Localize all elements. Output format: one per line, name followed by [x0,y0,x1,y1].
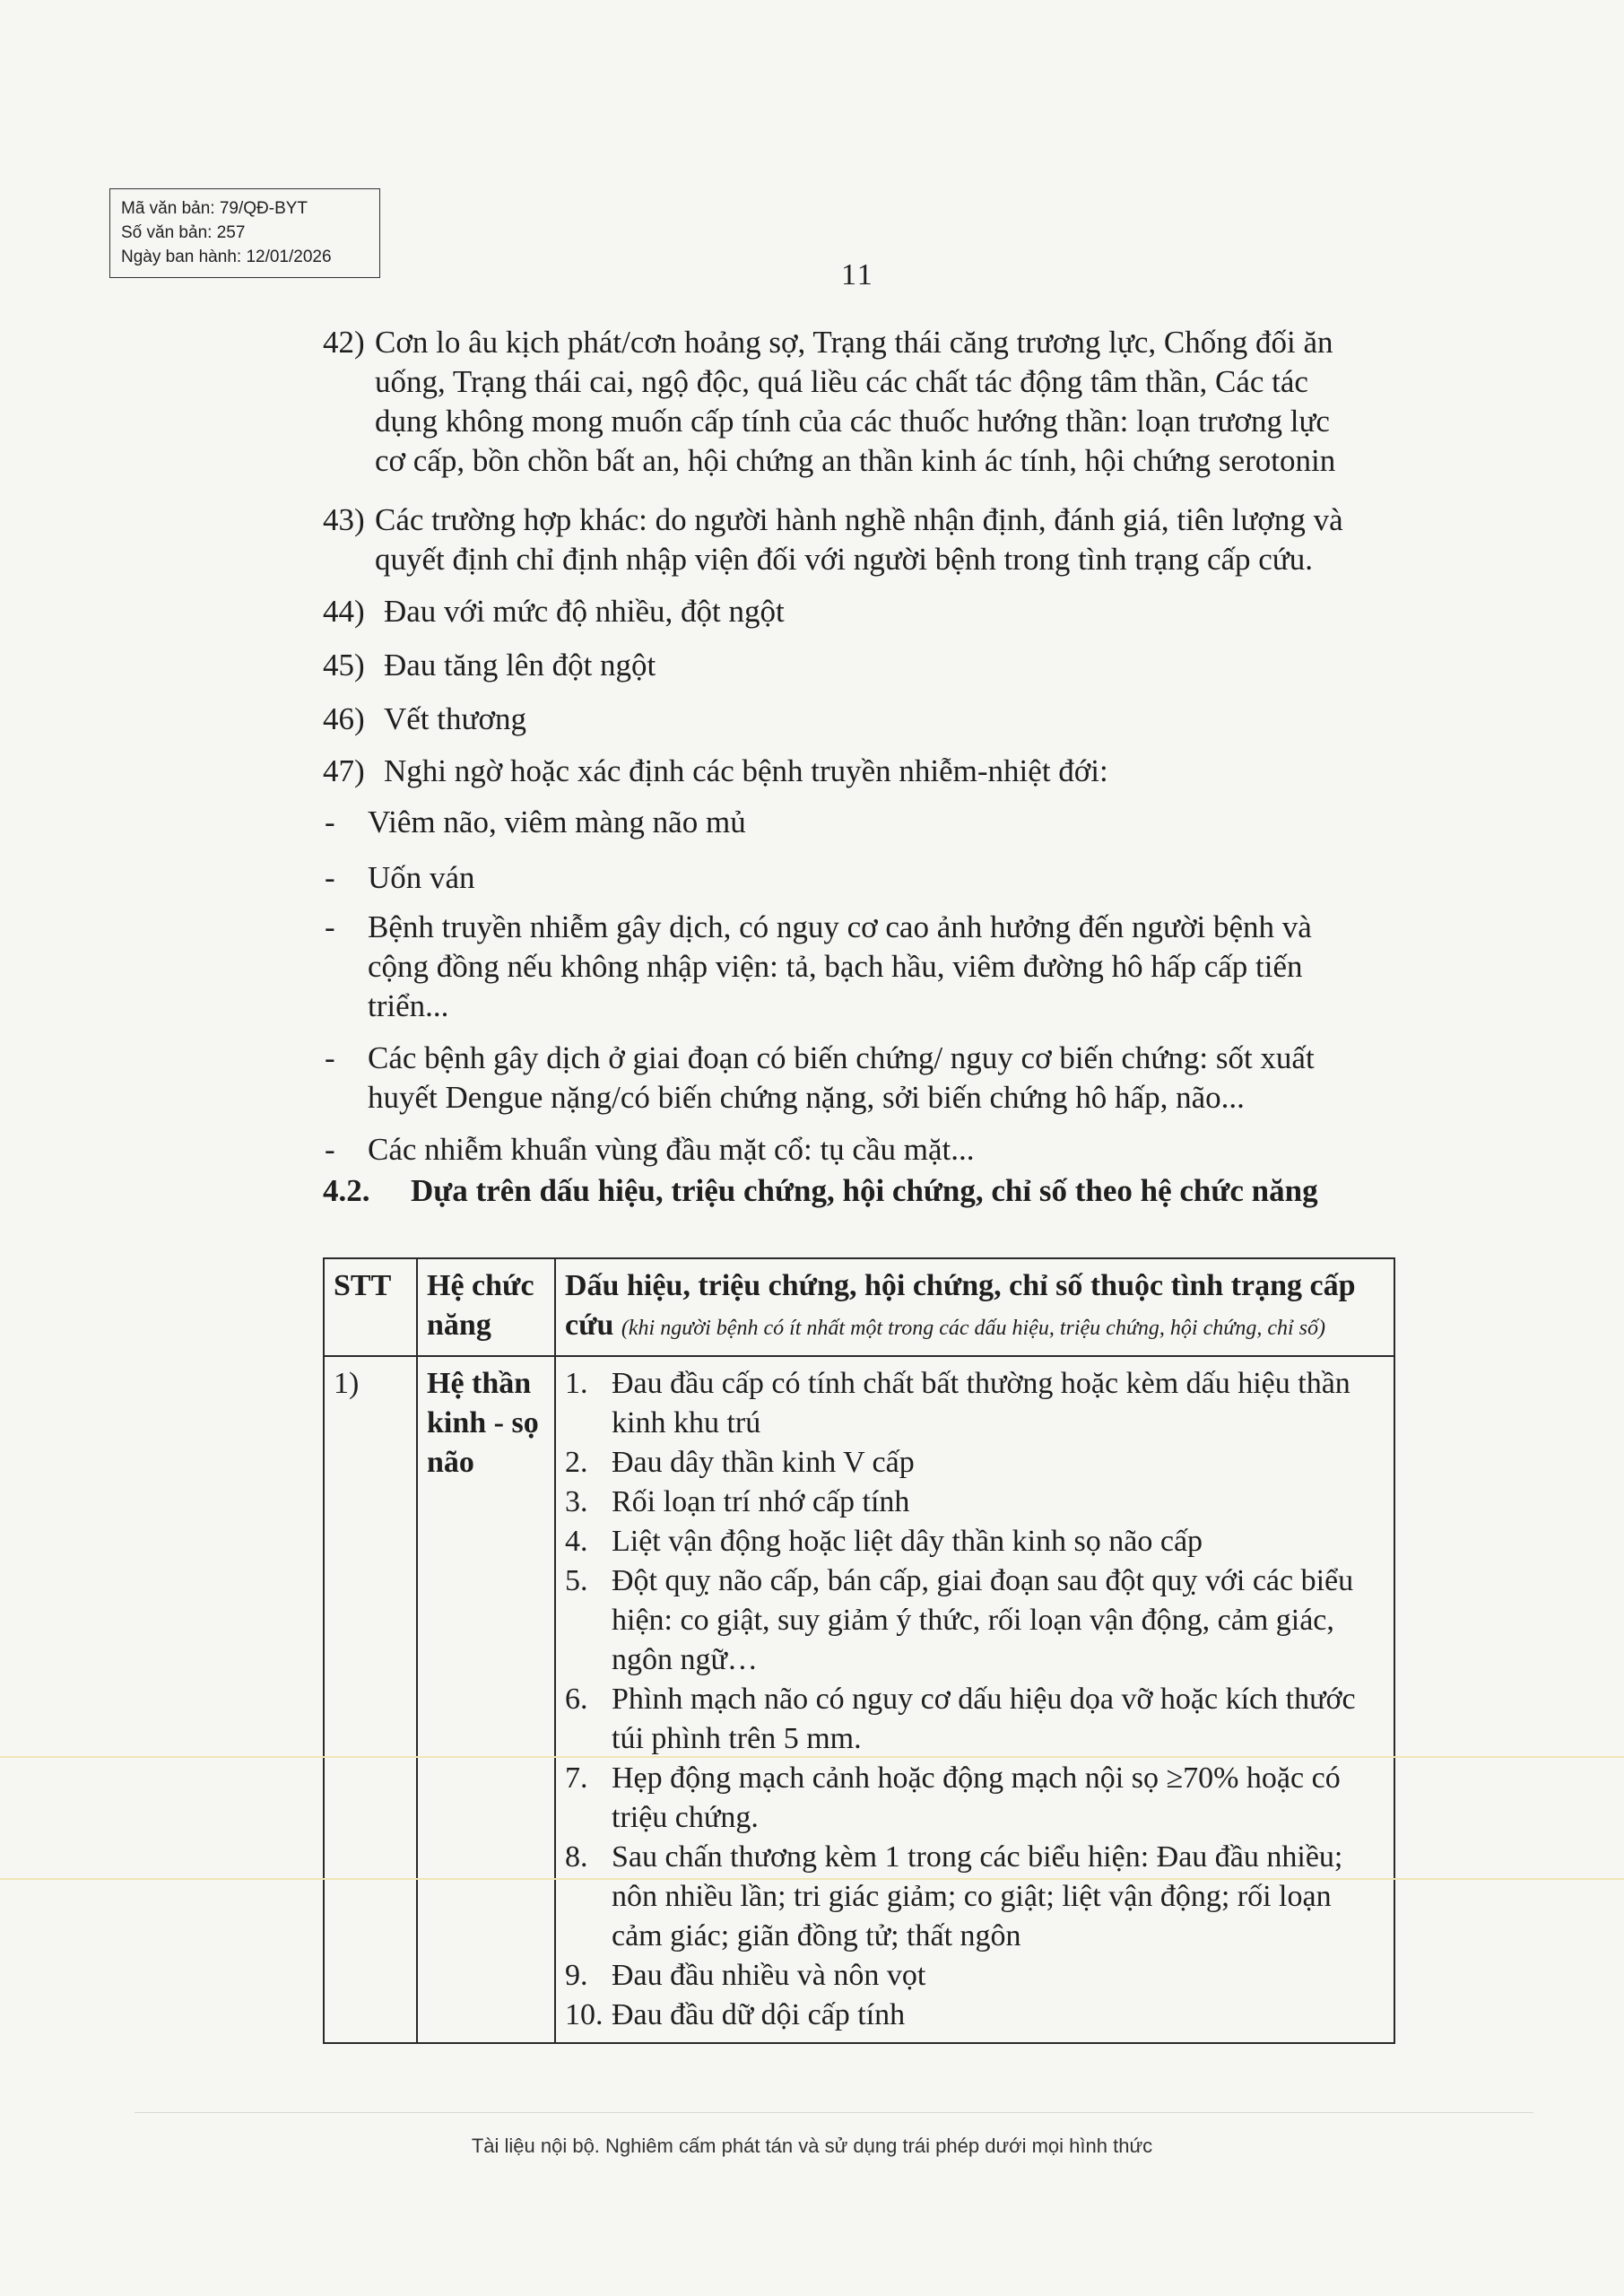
header-signs-title: Dấu hiệu, triệu chứng, hội chứng, chỉ số thuộc tình trạng cấp cứu [565,1269,1356,1342]
item-number: 44) [323,594,365,629]
sign-item [565,1680,1385,1759]
bullet-text-line: huyết Dengue nặng/có biến chứng nặng, sởi biến chứng hô hấp, não... [368,1080,1245,1115]
row-system: Hệ thần kinh - sọ não [417,1356,555,2043]
sign-item [565,1483,1385,1522]
table-row [324,1356,1394,2043]
sign-text: Đau đầu cấp có tính chất bất thường hoặc kèm dấu hiệu thần kinh khu trú [612,1367,1350,1439]
sign-item [565,1956,1385,1996]
item-text-line: cơ cấp, bồn chồn bất an, hội chứng an thần kinh ác tính, hội chứng serotonin [375,443,1336,478]
sign-text: Đau dây thần kinh V cấp [612,1446,915,1479]
item-number: 45) [323,648,365,683]
header-stt: STT [324,1258,417,1356]
header-signs-note: (khi người bệnh có ít nhất một trong các dấu hiệu, triệu chứng, hội chứng, chỉ số) [621,1317,1325,1340]
sign-number: 6. [565,1683,588,1716]
page-number: 11 [841,258,874,291]
sign-number: 4. [565,1525,588,1558]
sign-number: 8. [565,1840,588,1874]
sign-item [565,1561,1385,1680]
sign-number: 9. [565,1959,588,1992]
item-text-line: Vết thương [384,701,526,736]
sign-text: Rối loạn trí nhớ cấp tính [612,1485,910,1518]
bullet-text-line: Các bệnh gây dịch ở giai đoạn có biến chứng/ nguy cơ biến chứng: sốt xuất [368,1040,1315,1075]
item-number: 47) [323,753,365,788]
item-text-line: Đau tăng lên đột ngột [384,648,656,683]
item-number: 42) [323,325,365,360]
doc-code: Mã văn bản: 79/QĐ-BYT [121,199,308,218]
sign-item [565,1996,1385,2035]
sign-item [565,1364,1385,1443]
document-stamp [109,188,380,278]
item-text-line: Đau với mức độ nhiều, đột ngột [384,594,785,629]
sign-item [565,1443,1385,1483]
bullet-dash: - [325,1132,335,1167]
item-text-line: uống, Trạng thái cai, ngộ độc, quá liều các chất tác động tâm thần, Các tác [375,364,1308,399]
sign-text: Đau đầu dữ dội cấp tính [612,1998,906,2031]
sign-number: 7. [565,1761,588,1795]
bullet-dash: - [325,860,335,895]
item-number: 43) [323,502,365,537]
sign-text: Liệt vận động hoặc liệt dây thần kinh sọ não cấp [612,1525,1203,1558]
item-text-line: quyết định chỉ định nhập viện đối với người bệnh trong tình trạng cấp cứu. [375,542,1314,577]
criteria-table [323,1257,1395,2044]
footer-divider [135,2112,1533,2113]
bullet-dash: - [325,909,335,944]
bullet-dash: - [325,1040,335,1075]
item-text-line: Nghi ngờ hoặc xác định các bệnh truyền nhiễm-nhiệt đới: [384,753,1108,788]
item-number: 46) [323,701,365,736]
sign-text: Phình mạch não có nguy cơ dấu hiệu dọa vỡ hoặc kích thước túi phình trên 5 mm. [612,1683,1356,1755]
row-signs [555,1356,1394,2043]
header-system: Hệ chức năng [417,1258,555,1356]
sign-number: 3. [565,1485,588,1518]
sign-text: Hẹp động mạch cảnh hoặc động mạch nội sọ ≥70% hoặc có triệu chứng. [612,1761,1341,1834]
sign-text: Sau chấn thương kèm 1 trong các biểu hiện: Đau đầu nhiều; nôn nhiều lần; tri giác giảm; co giật; liệt vận động; rối loạn cảm giác; giãn đồng tử; thất ngôn [612,1840,1343,1952]
sign-number: 10. [565,1998,604,2031]
bullet-text-line: triển... [368,988,449,1023]
header-signs [555,1258,1394,1356]
sign-number: 5. [565,1564,588,1597]
sign-text: Đột quỵ não cấp, bán cấp, giai đoạn sau đột quỵ với các biểu hiện: co giật, suy giảm ý thức, rối loạn vận động, cảm giác, ngôn ngữ… [612,1564,1354,1676]
item-text-line: dụng không mong muốn cấp tính của các thuốc hướng thần: loạn trương lực [375,404,1330,439]
section-heading [323,1171,1318,1211]
bullet-text-line: cộng đồng nếu không nhập viện: tả, bạch hầu, viêm đường hô hấp cấp tiến [368,949,1303,984]
section-title: Dựa trên dấu hiệu, triệu chứng, hội chứng, chỉ số theo hệ chức năng [411,1173,1318,1208]
sign-number: 1. [565,1367,588,1400]
item-text-line: Các trường hợp khác: do người hành nghề nhận định, đánh giá, tiên lượng và [375,502,1343,537]
bullet-dash: - [325,804,335,839]
row-stt: 1) [324,1356,417,2043]
bullet-text-line: Uốn ván [368,860,475,895]
table-header-row [324,1258,1394,1356]
sign-item [565,1522,1385,1561]
scan-line [0,1878,1624,1880]
footer-notice: Tài liệu nội bộ. Nghiêm cấm phát tán và sử dụng trái phép dưới mọi hình thức [471,2135,1153,2157]
sign-number: 2. [565,1446,588,1479]
bullet-text-line: Các nhiễm khuẩn vùng đầu mặt cổ: tụ cầu mặt... [368,1132,975,1167]
issue-date: Ngày ban hành: 12/01/2026 [121,248,332,266]
scan-line [0,1756,1624,1758]
sign-text: Đau đầu nhiều và nôn vọt [612,1959,926,1992]
section-number: 4.2. [323,1173,370,1208]
sign-item [565,1759,1385,1838]
sign-item [565,1838,1385,1956]
doc-number: Số văn bản: 257 [121,223,246,242]
bullet-text-line: Viêm não, viêm màng não mủ [368,804,746,839]
bullet-text-line: Bệnh truyền nhiễm gây dịch, có nguy cơ cao ảnh hưởng đến người bệnh và [368,909,1312,944]
item-text-line: Cơn lo âu kịch phát/cơn hoảng sợ, Trạng thái căng trương lực, Chống đối ăn [375,325,1333,360]
